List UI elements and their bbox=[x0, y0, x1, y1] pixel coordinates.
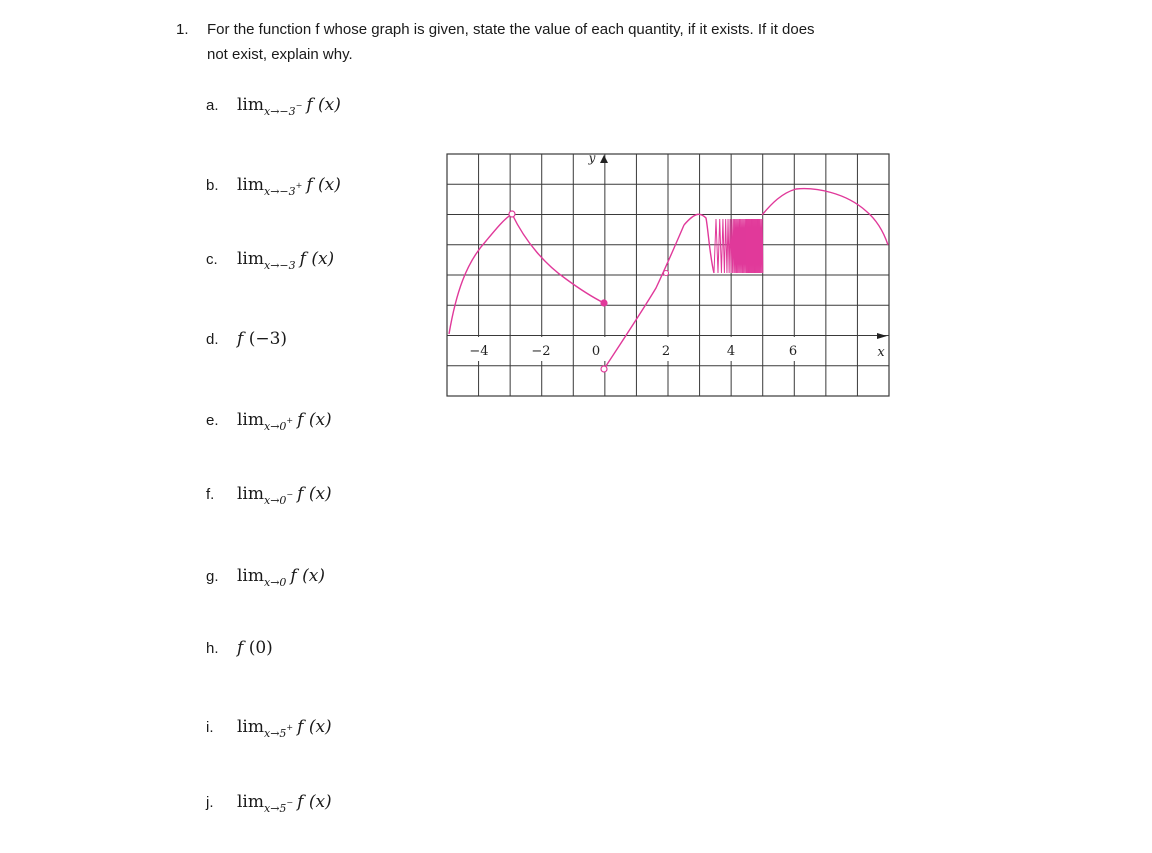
x-axis-arrow bbox=[877, 333, 887, 339]
x-tick-label: 0 bbox=[591, 344, 601, 359]
x-axis-label: x bbox=[877, 345, 885, 360]
open-point bbox=[601, 366, 607, 372]
part-expression bbox=[237, 638, 273, 658]
oscillation-dense-region bbox=[746, 219, 760, 273]
closed-point bbox=[601, 300, 607, 306]
part-c bbox=[206, 249, 334, 273]
part-label: j. bbox=[206, 794, 214, 811]
function-expression: f (x) bbox=[290, 566, 325, 586]
part-j bbox=[206, 792, 332, 816]
question-prompt-line-1: For the function f whose graph is given, state the value of each quantity, if it exists. If it does bbox=[207, 21, 815, 38]
curve-segment bbox=[762, 189, 888, 245]
lim-operator: lim bbox=[237, 484, 264, 504]
part-expression bbox=[237, 329, 287, 349]
function-argument: (−3) bbox=[248, 329, 288, 349]
part-label: i. bbox=[206, 719, 214, 736]
lim-operator: lim bbox=[237, 249, 264, 269]
curve-segment bbox=[684, 214, 714, 273]
part-label: f. bbox=[206, 486, 215, 503]
part-h bbox=[206, 638, 273, 662]
part-expression bbox=[237, 175, 341, 198]
lim-subscript: x→−3 bbox=[264, 259, 296, 272]
part-e bbox=[206, 410, 332, 434]
lim-operator: lim bbox=[237, 717, 264, 737]
function-expression: f (x) bbox=[306, 95, 341, 115]
part-label: e. bbox=[206, 412, 219, 429]
lim-operator: lim bbox=[237, 175, 264, 195]
open-point bbox=[664, 271, 669, 276]
open-point bbox=[509, 211, 515, 217]
x-tick-label: 2 bbox=[661, 344, 671, 359]
part-expression bbox=[237, 95, 341, 118]
part-label: g. bbox=[206, 568, 219, 585]
lim-operator: lim bbox=[237, 95, 264, 115]
part-expression bbox=[237, 484, 332, 507]
function-expression: f (x) bbox=[306, 175, 341, 195]
lim-subscript: x→0 bbox=[264, 576, 287, 589]
part-expression bbox=[237, 566, 325, 589]
lim-subscript: x→5− bbox=[264, 798, 294, 815]
question-prompt-line-2: not exist, explain why. bbox=[207, 46, 353, 63]
part-i bbox=[206, 717, 332, 741]
function-graph bbox=[446, 153, 890, 397]
part-b bbox=[206, 175, 341, 199]
part-label: c. bbox=[206, 251, 218, 268]
part-d bbox=[206, 329, 287, 353]
part-f bbox=[206, 484, 332, 508]
function-expression: f (x) bbox=[299, 249, 335, 269]
curve-segment bbox=[512, 214, 604, 303]
part-label: b. bbox=[206, 177, 219, 194]
function-name: f bbox=[237, 638, 249, 658]
y-axis-label: y bbox=[588, 153, 596, 165]
part-expression bbox=[237, 410, 332, 433]
lim-subscript: x→0+ bbox=[264, 416, 294, 433]
x-tick-label: −4 bbox=[469, 344, 489, 359]
part-label: d. bbox=[206, 331, 219, 348]
part-label: a. bbox=[206, 97, 219, 114]
lim-subscript: x→5+ bbox=[264, 723, 294, 740]
lim-operator: lim bbox=[237, 566, 264, 586]
part-expression bbox=[237, 792, 332, 815]
part-label: h. bbox=[206, 640, 219, 657]
y-axis-arrow bbox=[600, 155, 608, 163]
part-a bbox=[206, 95, 341, 119]
part-expression bbox=[237, 249, 335, 272]
part-expression bbox=[237, 717, 332, 740]
part-g bbox=[206, 566, 325, 590]
lim-operator: lim bbox=[237, 410, 264, 430]
lim-operator: lim bbox=[237, 792, 264, 812]
curve-segment bbox=[449, 214, 512, 334]
function-expression: f (x) bbox=[297, 484, 332, 504]
lim-subscript: x→0− bbox=[264, 490, 294, 507]
lim-subscript: x→−3− bbox=[264, 101, 303, 118]
function-name: f bbox=[237, 329, 249, 349]
x-tick-label: 4 bbox=[726, 344, 736, 359]
function-expression: f (x) bbox=[297, 410, 332, 430]
question-number: 1. bbox=[176, 21, 189, 38]
x-tick-label: −2 bbox=[531, 344, 551, 359]
function-expression: f (x) bbox=[297, 792, 332, 812]
function-argument: (0) bbox=[248, 638, 273, 658]
lim-subscript: x→−3+ bbox=[264, 181, 303, 198]
function-expression: f (x) bbox=[297, 717, 332, 737]
x-tick-label: 6 bbox=[788, 344, 798, 359]
